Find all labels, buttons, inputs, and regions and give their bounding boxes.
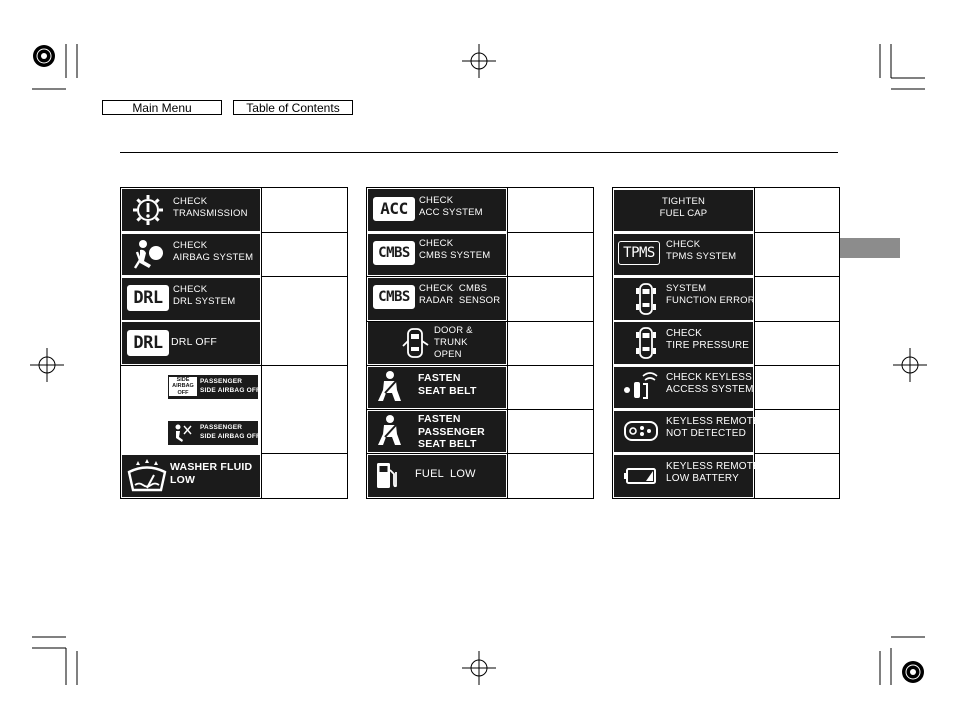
tpms-badge: TPMS bbox=[618, 241, 660, 265]
drl-off-text: DRL OFF bbox=[171, 336, 217, 348]
passenger-side-airbag-off-text-2: PASSENGER SIDE AIRBAG OFF bbox=[200, 424, 261, 440]
side-airbag-tag: SIDE AIRBAG OFF bbox=[169, 377, 197, 396]
door-trunk-open-message bbox=[368, 322, 506, 364]
check-tpms-message bbox=[614, 234, 753, 275]
drl-badge-2: DRL bbox=[127, 330, 169, 356]
keyless-remote-low-battery-message bbox=[614, 455, 760, 497]
check-transmission-text: CHECK TRANSMISSION bbox=[173, 196, 248, 219]
fasten-passenger-seat-belt-text: FASTEN PASSENGER SEAT BELT bbox=[418, 413, 485, 450]
check-keyless-access-text: CHECK KEYLESS ACCESS SYSTEM bbox=[666, 372, 754, 395]
side-airbag-off-indicator bbox=[168, 375, 261, 399]
check-cmbs-radar-text: CHECK CMBS RADAR SENSOR bbox=[419, 283, 501, 306]
indicator-column-2 bbox=[366, 187, 594, 499]
check-acc-text: CHECK ACC SYSTEM bbox=[419, 195, 483, 218]
washer-fluid-low-message bbox=[122, 455, 260, 497]
tire-pressure-warning-icon bbox=[636, 325, 656, 361]
check-drl-text: CHECK DRL SYSTEM bbox=[173, 284, 236, 307]
check-tpms-text: CHECK TPMS SYSTEM bbox=[666, 239, 737, 262]
fuel-low-text: FUEL LOW bbox=[415, 468, 476, 480]
door-open-car-icon bbox=[402, 326, 430, 360]
seat-belt-icon bbox=[375, 370, 405, 404]
washer-fluid-icon bbox=[126, 458, 168, 494]
fasten-seat-belt-text: FASTEN SEAT BELT bbox=[418, 372, 477, 397]
fuel-pump-icon bbox=[374, 460, 400, 492]
cmbs-badge-2: CMBS bbox=[373, 285, 415, 309]
fasten-seat-belt-message bbox=[368, 367, 506, 408]
low-battery-icon bbox=[623, 466, 659, 486]
check-cmbs-text: CHECK CMBS SYSTEM bbox=[419, 238, 491, 261]
tire-pressure-car-icon bbox=[636, 281, 656, 317]
washer-fluid-low-text: WASHER FLUID LOW bbox=[170, 461, 253, 486]
keyless-remote-low-battery-text: KEYLESS REMOTE LOW BATTERY bbox=[666, 461, 760, 484]
airbag-icon bbox=[131, 238, 165, 272]
drl-badge-1: DRL bbox=[127, 285, 169, 311]
acc-badge: ACC bbox=[373, 197, 415, 221]
system-function-error-text: SYSTEM FUNCTION ERROR bbox=[666, 283, 755, 306]
passenger-airbag-off-indicator bbox=[168, 421, 261, 445]
passenger-seat-belt-icon bbox=[375, 414, 405, 448]
transmission-gear-icon bbox=[130, 192, 166, 228]
fasten-passenger-seat-belt-message bbox=[368, 411, 506, 452]
door-trunk-open-text: DOOR & TRUNK OPEN bbox=[434, 325, 473, 360]
cmbs-badge-1: CMBS bbox=[373, 241, 415, 265]
check-keyless-access-message bbox=[614, 367, 753, 408]
table-of-contents-button[interactable]: Table of Contents bbox=[233, 100, 353, 115]
check-airbag-message bbox=[122, 234, 260, 275]
keyless-remote-not-detected-message bbox=[614, 411, 760, 452]
check-cmbs-radar-message bbox=[368, 278, 506, 320]
tighten-fuel-cap-text: TIGHTEN FUEL CAP bbox=[659, 196, 708, 219]
passenger-airbag-off-icon bbox=[171, 423, 193, 443]
section-tab[interactable] bbox=[840, 238, 900, 258]
check-tire-pressure-message bbox=[614, 322, 753, 364]
check-airbag-text: CHECK AIRBAG SYSTEM bbox=[173, 240, 254, 263]
check-acc-message bbox=[368, 189, 506, 231]
indicator-column-1 bbox=[120, 187, 348, 499]
passenger-side-airbag-off-text-1: PASSENGER SIDE AIRBAG OFF bbox=[200, 378, 261, 394]
keyless-access-icon bbox=[619, 372, 661, 402]
keyless-remote-not-detected-text: KEYLESS REMOTE NOT DETECTED bbox=[666, 416, 760, 439]
check-transmission-message bbox=[122, 189, 260, 231]
main-menu-button[interactable]: Main Menu bbox=[102, 100, 222, 115]
check-cmbs-message bbox=[368, 234, 506, 275]
key-fob-icon bbox=[623, 418, 659, 444]
header-rule bbox=[120, 152, 838, 153]
indicator-column-3 bbox=[612, 187, 840, 499]
drl-off-message bbox=[122, 322, 260, 364]
check-tire-pressure-text: CHECK TIRE PRESSURE bbox=[666, 328, 750, 351]
fuel-low-message bbox=[368, 455, 506, 497]
system-function-error-message bbox=[614, 278, 753, 320]
tighten-fuel-cap-message bbox=[614, 190, 753, 231]
check-drl-message bbox=[122, 278, 260, 320]
